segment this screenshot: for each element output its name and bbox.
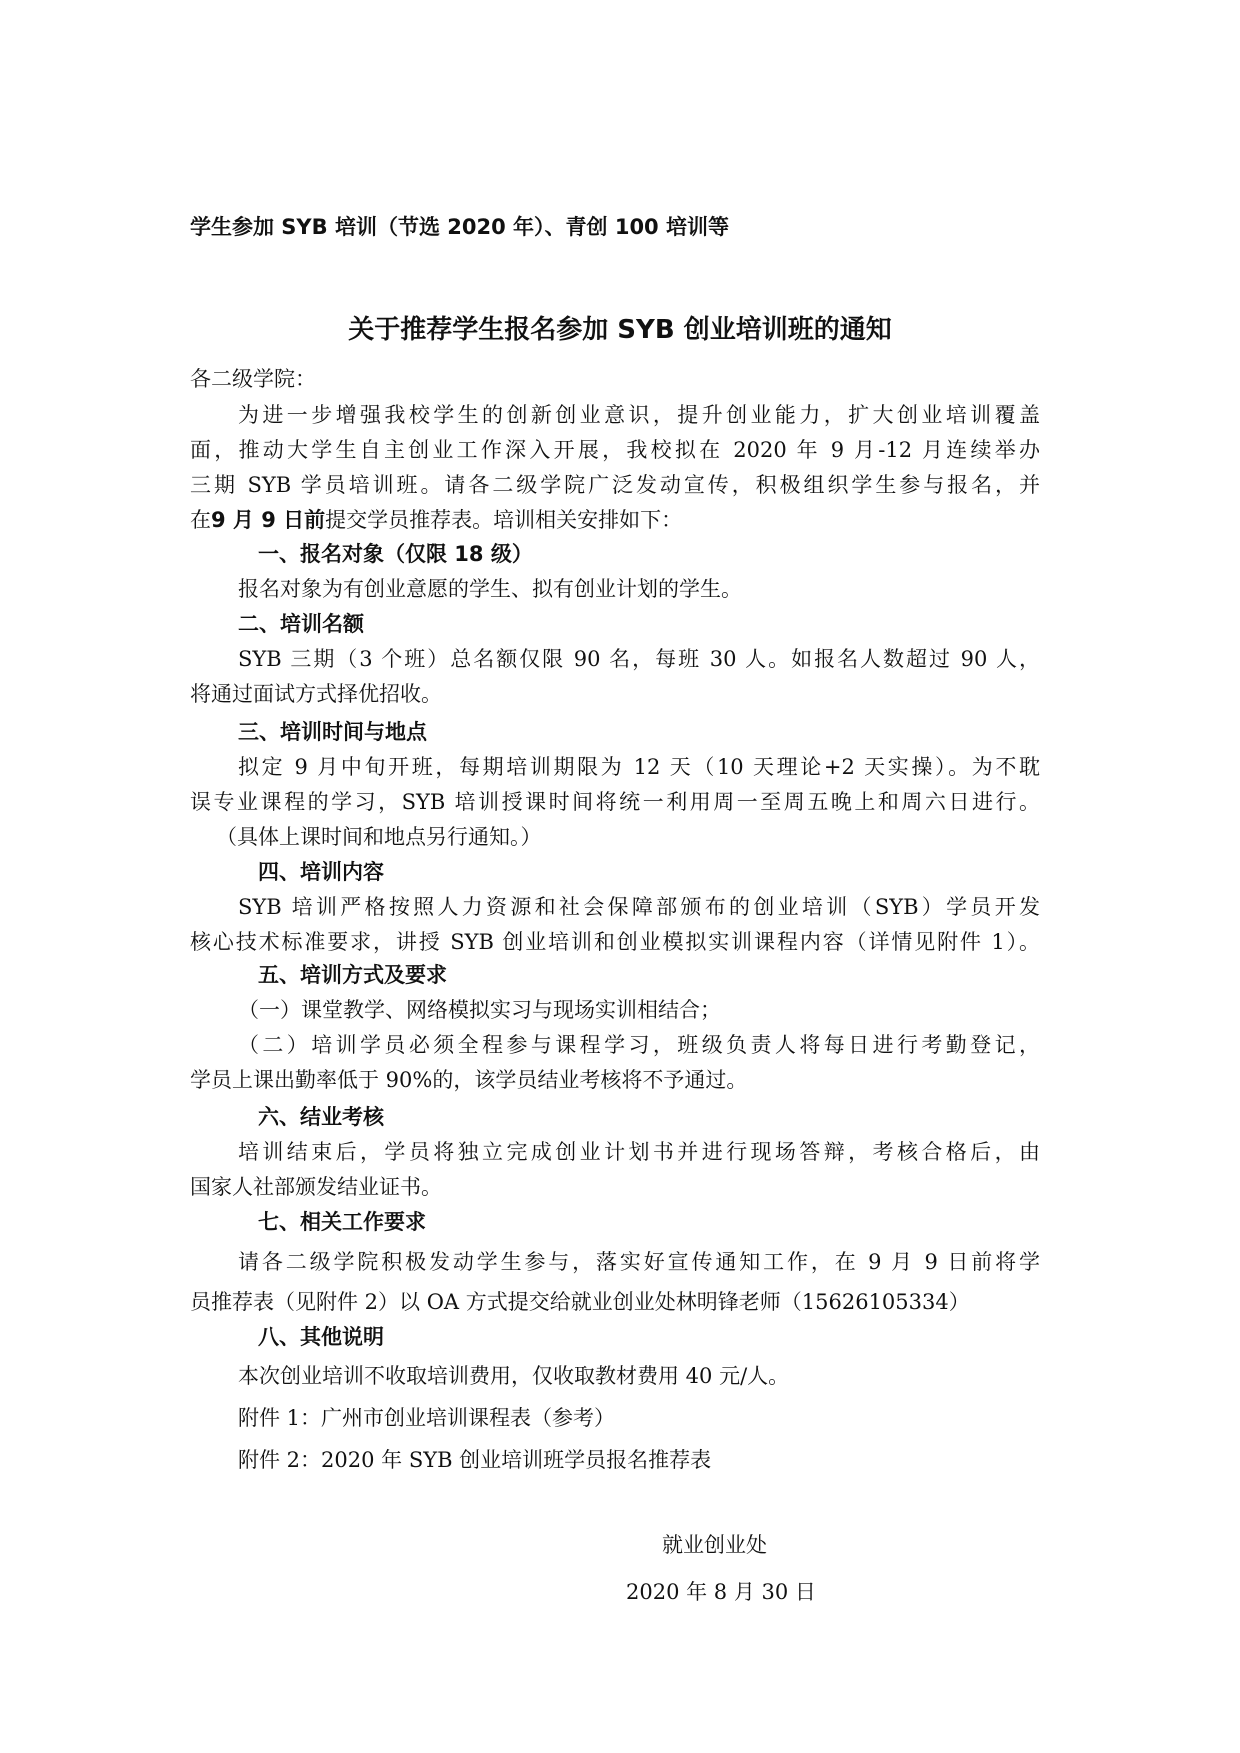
section5-heading: 五、培训方式及要求 [258,963,447,987]
section5-line-2: （二）培训学员必须全程参与课程学习，班级负责人将每日进行考勤登记， [238,1033,1040,1057]
section2-heading: 二、培训名额 [238,612,364,636]
section2-line-2: 将通过面试方式择优招收。 [190,682,442,706]
section8-heading: 八、其他说明 [258,1325,384,1349]
section7-line-1: 请各二级学院积极发动学生参与，落实好宣传通知工作，在 9 月 9 日前将学 [238,1250,1040,1274]
section8-line-1: 本次创业培训不收取培训费用，仅收取教材费用 40 元/人。 [238,1364,790,1388]
issuing-department: 就业创业处 [662,1533,767,1557]
intro-line-3: 三期 SYB 学员培训班。请各二级学院广泛发动宣传，积极组织学生参与报名，并 [190,473,1040,497]
attachment-2: 附件 2：2020 年 SYB 创业培训班学员报名推荐表 [238,1448,712,1472]
section7-heading: 七、相关工作要求 [258,1210,426,1234]
section3-line-2: 误专业课程的学习，SYB 培训授课时间将统一利用周一至周五晚上和周六日进行。 [190,790,1040,814]
section4-line-1: SYB 培训严格按照人力资源和社会保障部颁布的创业培训（SYB）学员开发 [238,895,1040,919]
section1-line-1: 报名对象为有创业意愿的学生、拟有创业计划的学生。 [238,577,742,601]
section6-line-2: 国家人社部颁发结业证书。 [190,1175,442,1199]
section4-line-2: 核心技术标准要求，讲授 SYB 创业培训和创业模拟实训课程内容（详情见附件 1）。 [190,930,1040,954]
salutation: 各二级学院： [190,367,316,391]
header-note: 学生参加 SYB 培训（节选 2020 年）、青创 100 培训等 [190,215,729,239]
section6-line-1: 培训结束后，学员将独立完成创业计划书并进行现场答辩，考核合格后，由 [238,1140,1040,1164]
intro-line-4-post: 提交学员推荐表。培训相关安排如下： [325,508,683,532]
section5-line-1: （一）课堂教学、网络模拟实习与现场实训相结合； [238,998,721,1022]
section3-line-1: 拟定 9 月中旬开班，每期培训期限为 12 天（10 天理论+2 天实操）。为不耽 [238,755,1040,779]
section3-heading: 三、培训时间与地点 [238,720,427,744]
intro-line-2: 面，推动大学生自主创业工作深入开展，我校拟在 2020 年 9 月-12 月连续举办 [190,438,1040,462]
section7-line-2: 员推荐表（见附件 2）以 OA 方式提交给就业创业处林明锋老师（15626105334） [190,1290,970,1314]
section5-line-3: 学员上课出勤率低于 90%的，该学员结业考核将不予通过。 [190,1068,748,1092]
attachment-1: 附件 1：广州市创业培训课程表（参考） [238,1406,616,1430]
section2-line-1: SYB 三期（3 个班）总名额仅限 90 名，每班 30 人。如报名人数超过 90 人， [238,647,1040,671]
section6-heading: 六、结业考核 [258,1105,384,1129]
intro-line-1: 为进一步增强我校学生的创新创业意识，提升创业能力，扩大创业培训覆盖 [238,403,1040,427]
section3-line-3: （具体上课时间和地点另行通知。） [216,825,542,849]
section1-heading: 一、报名对象（仅限 18 级） [258,542,533,566]
issue-date: 2020 年 8 月 30 日 [626,1580,816,1604]
section4-heading: 四、培训内容 [258,860,384,884]
deadline-highlight: 9 月 9 日前 [211,508,326,532]
document-title: 关于推荐学生报名参加 SYB 创业培训班的通知 [348,315,892,345]
intro-line-4-pre: 在 [190,508,211,532]
intro-line-4 [190,506,682,534]
